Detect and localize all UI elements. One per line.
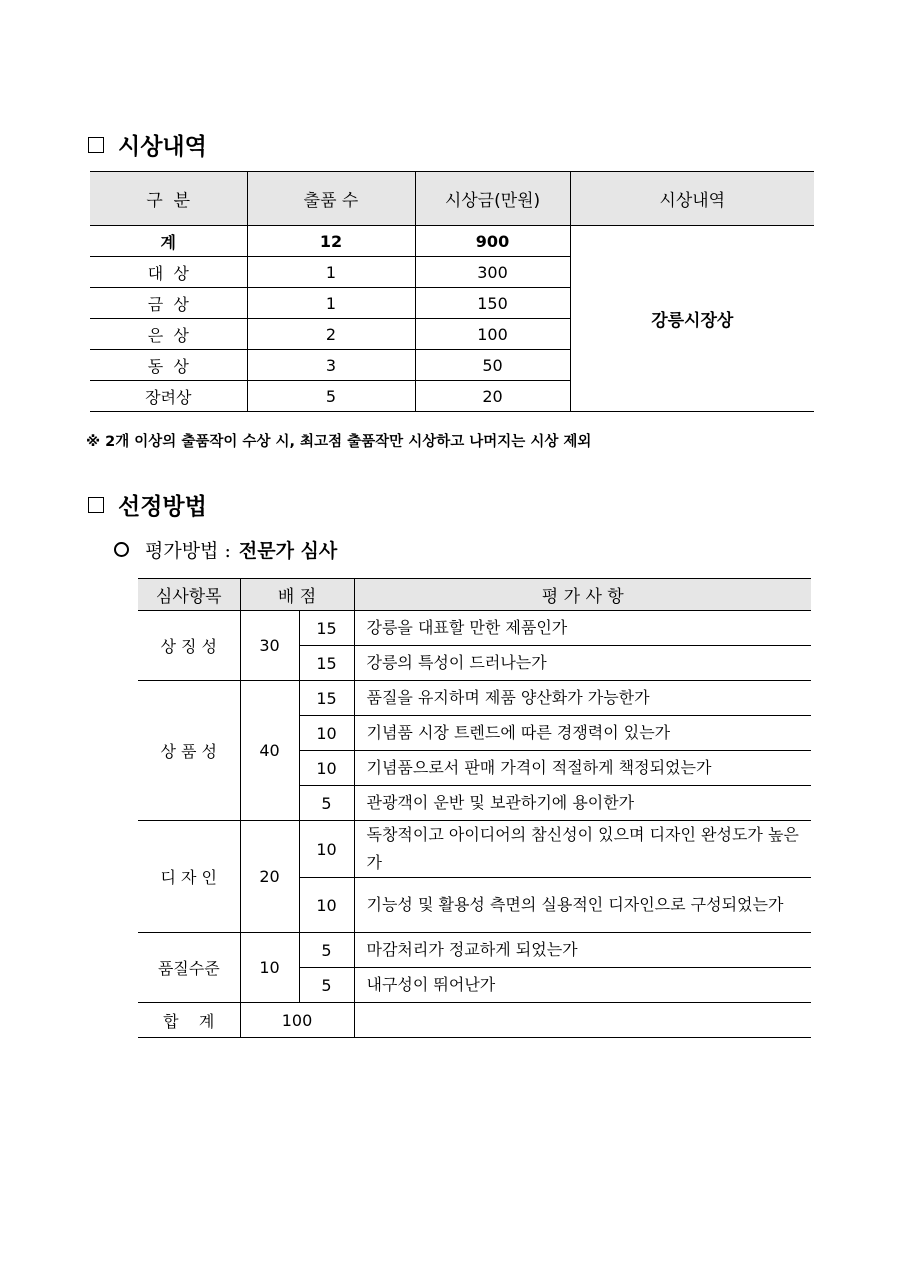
table-row xyxy=(138,611,811,646)
table-row xyxy=(138,821,811,878)
header-category: 구 분 xyxy=(90,172,247,226)
table-header-row xyxy=(90,172,814,226)
circle-bullet-icon xyxy=(114,542,129,557)
criteria-score: 30 xyxy=(240,611,299,681)
method-label: 평가방법 : xyxy=(145,540,231,562)
item-points: 10 xyxy=(299,751,354,786)
table-row-total xyxy=(138,1003,811,1038)
checkbox-square-icon xyxy=(88,137,104,153)
row-prize: 20 xyxy=(415,381,570,412)
row-count: 2 xyxy=(247,319,415,350)
header-prize: 시상금(만원) xyxy=(415,172,570,226)
total-count: 12 xyxy=(247,226,415,257)
row-label: 대 상 xyxy=(90,257,247,288)
total-score: 100 xyxy=(240,1003,354,1038)
item-points: 15 xyxy=(299,611,354,646)
item-points: 5 xyxy=(299,968,354,1003)
item-text: 관광객이 운반 및 보관하기에 용이한가 xyxy=(354,786,811,821)
item-points: 5 xyxy=(299,786,354,821)
item-text: 기념품으로서 판매 가격이 적절하게 책정되었는가 xyxy=(354,751,811,786)
item-points: 10 xyxy=(299,878,354,933)
section-title-awards xyxy=(88,128,207,161)
row-count: 3 xyxy=(247,350,415,381)
awards-note: ※ 2개 이상의 출품작이 수상 시, 최고점 출품작만 시상하고 나머지는 시상 제외 xyxy=(86,434,592,450)
table-row xyxy=(138,933,811,968)
item-text: 기념품 시장 트렌드에 따른 경쟁력이 있는가 xyxy=(354,716,811,751)
row-prize: 50 xyxy=(415,350,570,381)
header-award: 시상내역 xyxy=(570,172,814,226)
section-title-text: 선정방법 xyxy=(118,494,207,520)
table-row-total xyxy=(90,226,814,257)
item-text: 독창적이고 아이디어의 참신성이 있으며 디자인 완성도가 높은가 xyxy=(354,821,811,878)
item-text: 마감처리가 정교하게 되었는가 xyxy=(354,933,811,968)
total-label: 계 xyxy=(90,226,247,257)
row-count: 1 xyxy=(247,288,415,319)
row-prize: 300 xyxy=(415,257,570,288)
row-prize: 100 xyxy=(415,319,570,350)
row-prize: 150 xyxy=(415,288,570,319)
item-points: 15 xyxy=(299,681,354,716)
criteria-name: 상 징 성 xyxy=(138,611,240,681)
row-count: 5 xyxy=(247,381,415,412)
evaluation-table xyxy=(138,578,811,1038)
header-details: 평 가 사 항 xyxy=(354,579,811,611)
total-label: 합 계 xyxy=(138,1003,240,1038)
item-text: 내구성이 뛰어난가 xyxy=(354,968,811,1003)
section-title-text: 시상내역 xyxy=(118,134,207,160)
item-text: 강릉의 특성이 드러나는가 xyxy=(354,646,811,681)
checkbox-square-icon xyxy=(88,497,104,513)
award-name: 강릉시장상 xyxy=(570,226,814,412)
item-text: 기능성 및 활용성 측면의 실용적인 디자인으로 구성되었는가 xyxy=(354,878,811,933)
evaluation-method xyxy=(114,536,337,563)
awards-table xyxy=(90,171,814,412)
criteria-name: 상 품 성 xyxy=(138,681,240,821)
item-points: 10 xyxy=(299,821,354,878)
method-value: 전문가 심사 xyxy=(238,540,338,562)
item-points: 5 xyxy=(299,933,354,968)
row-label: 금 상 xyxy=(90,288,247,319)
row-label: 동 상 xyxy=(90,350,247,381)
row-count: 1 xyxy=(247,257,415,288)
criteria-name: 품질수준 xyxy=(138,933,240,1003)
item-points: 15 xyxy=(299,646,354,681)
section-title-selection xyxy=(88,488,207,521)
row-label: 장려상 xyxy=(90,381,247,412)
table-row xyxy=(138,681,811,716)
criteria-score: 40 xyxy=(240,681,299,821)
row-label: 은 상 xyxy=(90,319,247,350)
table-header-row xyxy=(138,579,811,611)
item-text: 품질을 유지하며 제품 양산화가 가능한가 xyxy=(354,681,811,716)
criteria-score: 10 xyxy=(240,933,299,1003)
criteria-name: 디 자 인 xyxy=(138,821,240,933)
header-criteria: 심사항목 xyxy=(138,579,240,611)
total-empty-cell xyxy=(354,1003,811,1038)
item-text: 강릉을 대표할 만한 제품인가 xyxy=(354,611,811,646)
criteria-score: 20 xyxy=(240,821,299,933)
header-count: 출품 수 xyxy=(247,172,415,226)
total-prize: 900 xyxy=(415,226,570,257)
item-points: 10 xyxy=(299,716,354,751)
header-score: 배 점 xyxy=(240,579,354,611)
